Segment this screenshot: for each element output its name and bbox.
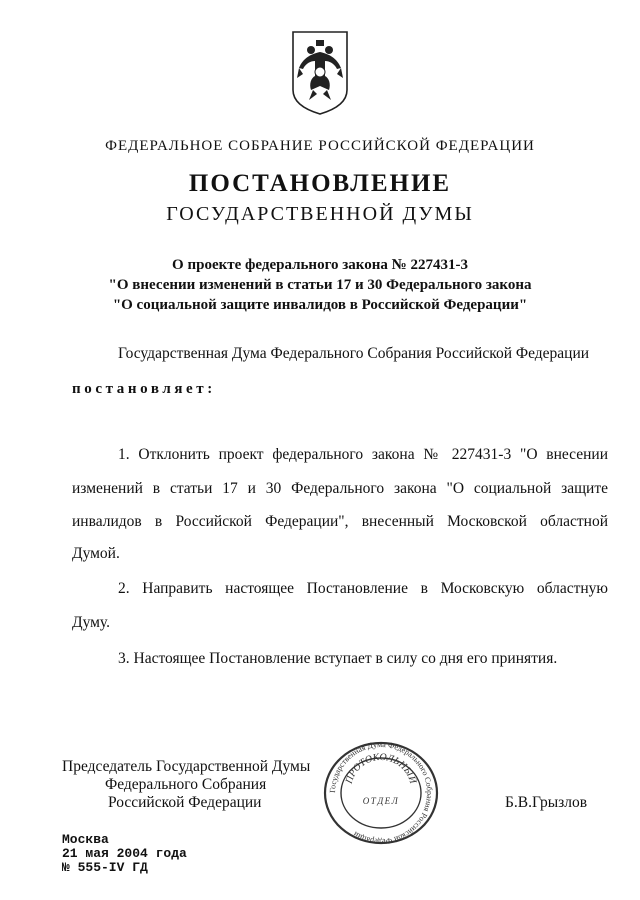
official-stamp (318, 738, 444, 848)
stamp-inner-center: ОТДЕЛ (362, 796, 400, 806)
signatory-title-line-1: Председатель Государственной Думы (62, 758, 311, 775)
preamble: Государственная Дума Федерального Собрания Российской Федерации (118, 345, 590, 362)
footer-number: № 555-IV ГД (62, 860, 148, 875)
footer-date: 21 мая 2004 года (62, 846, 187, 861)
paragraph-1-line-2: изменений в статьи 17 и 30 Федерального закона "О социальной защите (72, 480, 608, 497)
paragraph-3: 3. Настоящее Постановление вступает в силу со дня его принятия. (118, 650, 558, 667)
subject-line-1: О проекте федерального закона № 227431-3 (172, 257, 468, 273)
paragraph-2-line-1: 2. Направить настоящее Постановление в Московскую областную (118, 580, 608, 597)
paragraph-2-line-2: Думу. (72, 614, 111, 631)
footer-city: Москва (62, 832, 109, 847)
organization-title: ФЕДЕРАЛЬНОЕ СОБРАНИЕ РОССИЙСКОЙ ФЕДЕРАЦИИ (105, 138, 535, 154)
paragraph-1-line-1: 1. Отклонить проект федерального закона № 227431-3 "О внесении (118, 446, 608, 463)
signatory-title-line-2: Федерального Собрания (105, 776, 267, 793)
double-headed-eagle-icon (289, 28, 351, 116)
decree-word: постановляет: (72, 381, 216, 397)
signatory-title-line-3: Российской Федерации (108, 794, 262, 811)
signatory-name: Б.В.Грызлов (505, 794, 588, 811)
document-type: ПОСТАНОВЛЕНИЕ (188, 170, 452, 197)
subject-line-3: "О социальной защите инвалидов в Российской Федерации" (112, 297, 528, 313)
stamp-outer-text: Государственная Дума Федерального Собрания Российской Федерации (327, 739, 435, 847)
subject-line-2: "О внесении изменений в статьи 17 и 30 Федерального закона (108, 277, 532, 293)
document-subtype: ГОСУДАРСТВЕННОЙ ДУМЫ (166, 203, 474, 225)
paragraph-1-line-4: Думой. (72, 545, 120, 562)
stamp-inner-top: ПРОТОКОЛЬНЫЙ (343, 751, 419, 786)
paragraph-1-line-3: инвалидов в Российской Федерации", внесенный Московской областной (72, 513, 608, 530)
